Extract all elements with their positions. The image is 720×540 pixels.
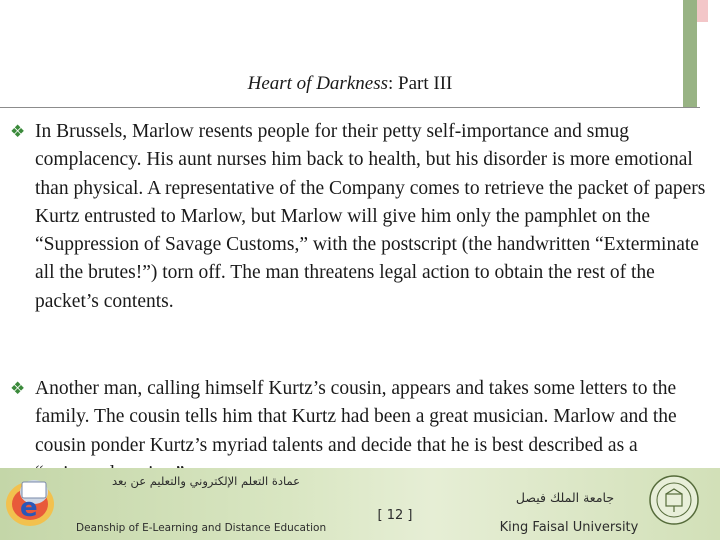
slide-title (0, 73, 700, 95)
e-learning-logo-icon (0, 470, 56, 530)
title-divider (0, 107, 700, 108)
diamond-bullet-icon: ❖ (10, 122, 26, 141)
deanship-arabic: عمادة التعلم الإلكتروني والتعليم عن بعد (112, 474, 300, 488)
slide-title-rest: : Part III (388, 73, 453, 94)
accent-bar-pink (697, 0, 708, 22)
deanship-english: Deanship of E-Learning and Distance Education (76, 522, 327, 534)
university-arabic: جامعة الملك فيصل (515, 490, 615, 505)
page-number: [ 12 ] (377, 508, 413, 523)
slide-title-italic: Heart of Darkness (247, 73, 388, 94)
bullet-text-2: Another man, calling himself Kurtz’s cousin, appears and takes some letters to the family. The cousin tells him that Kurtz had been a great musician. Marlow and the cousin ponder Kurtz’s myriad talents and decide that he is best described as a (35, 378, 677, 456)
bullet-item-1 (10, 118, 708, 316)
university-english: King Faisal University (499, 520, 639, 535)
diamond-bullet-icon: ❖ (10, 379, 26, 398)
logo-letter: e (20, 493, 38, 523)
bullet-text-1: In Brussels, Marlow resents people for their petty self-importance and smug complacency. His aunt nurses him back to health, but his disorder is more emotional than physical. A representative of the Company comes to retrieve the packet of papers Kurtz entrusted to Marlow, but Marlow will give him only the pamphlet on the “Suppression of Savage Customs,” with the postscript (the handwritten “Exterminate all the brutes!”) torn off. The man threatens legal action to obtain the rest of the packet’s contents. (35, 121, 706, 312)
university-seal-icon (648, 474, 700, 526)
footer-band (0, 468, 720, 540)
